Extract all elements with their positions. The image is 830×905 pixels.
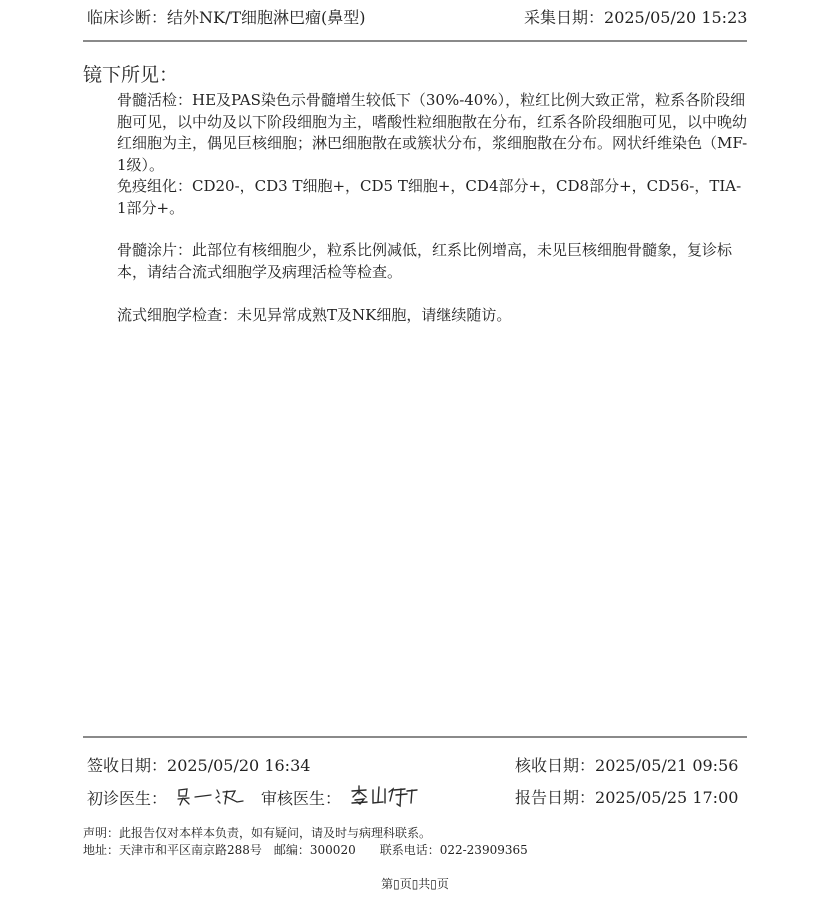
collection-date-value: 2025/05/20 15:23	[604, 8, 748, 27]
check-date	[515, 757, 738, 775]
check-date-value: 2025/05/21 09:56	[595, 756, 739, 775]
page-indicator-wrap	[0, 877, 830, 891]
address-text: 地址：天津市和平区南京路288号 邮编：300020 联系电话：022-23909365	[83, 843, 528, 857]
disclaimer-text: 声明：此报告仅对本样本负责，如有疑问，请及时与病理科联系。	[83, 826, 432, 840]
clinical-diagnosis-label: 临床诊断：	[87, 8, 168, 27]
collection-date	[524, 9, 747, 27]
bone-marrow-smear-text: 骨髓涂片：此部位有核细胞少，粒系比例减低，红系比例增高，未见巨核细胞骨髓象，复诊标本，请结合流式细胞学及病理活检等检查。	[117, 241, 733, 281]
flow-cytometry-text: 流式细胞学检查：未见异常成熟T及NK细胞，请继续随访。	[117, 306, 512, 324]
receive-date-label: 签收日期：	[87, 756, 168, 775]
immunohistochemistry-text: 免疫组化：CD20-，CD3 T细胞+，CD5 T细胞+，CD4部分+，CD8部分+，CD56-，TIA-1部分+。	[117, 177, 742, 217]
collection-date-label: 采集日期：	[524, 8, 605, 27]
reviewer-signature	[349, 781, 421, 809]
receive-date-value: 2025/05/20 16:34	[167, 756, 311, 775]
flow-cytometry-block	[117, 305, 749, 327]
initial-doctor-signature	[175, 782, 245, 808]
report-date	[515, 789, 738, 807]
check-date-label: 核收日期：	[515, 756, 596, 775]
findings-body	[117, 90, 749, 219]
reviewer-label: 审核医生：	[261, 789, 342, 808]
report-date-label: 报告日期：	[515, 788, 596, 807]
bone-marrow-biopsy-text: 骨髓活检：HE及PAS染色示骨髓增生较低下（30%-40%），粒红比例大致正常，粒系各阶段细胞可见，以中幼及以下阶段细胞为主，嗜酸性粒细胞散在分布，红系各阶段细胞可见，以中晚幼红细胞为主，偶见巨核细胞；淋巴细胞散在或簇状分布，浆细胞散在分布。网状纤维染色（MF-1级）。	[117, 91, 748, 174]
header-divider	[83, 40, 747, 42]
footer-divider	[83, 736, 747, 738]
findings-title: 镜下所见：	[83, 64, 179, 86]
report-date-value: 2025/05/25 17:00	[595, 788, 739, 807]
clinical-diagnosis-value: 结外NK/T细胞淋巴瘤(鼻型)	[167, 8, 366, 27]
page-indicator: 第▯页▯共▯页	[381, 877, 449, 891]
receive-date	[87, 757, 310, 775]
bone-marrow-smear-block	[117, 240, 749, 283]
clinical-diagnosis	[87, 9, 366, 27]
initial-doctor-label: 初诊医生：	[87, 789, 168, 808]
